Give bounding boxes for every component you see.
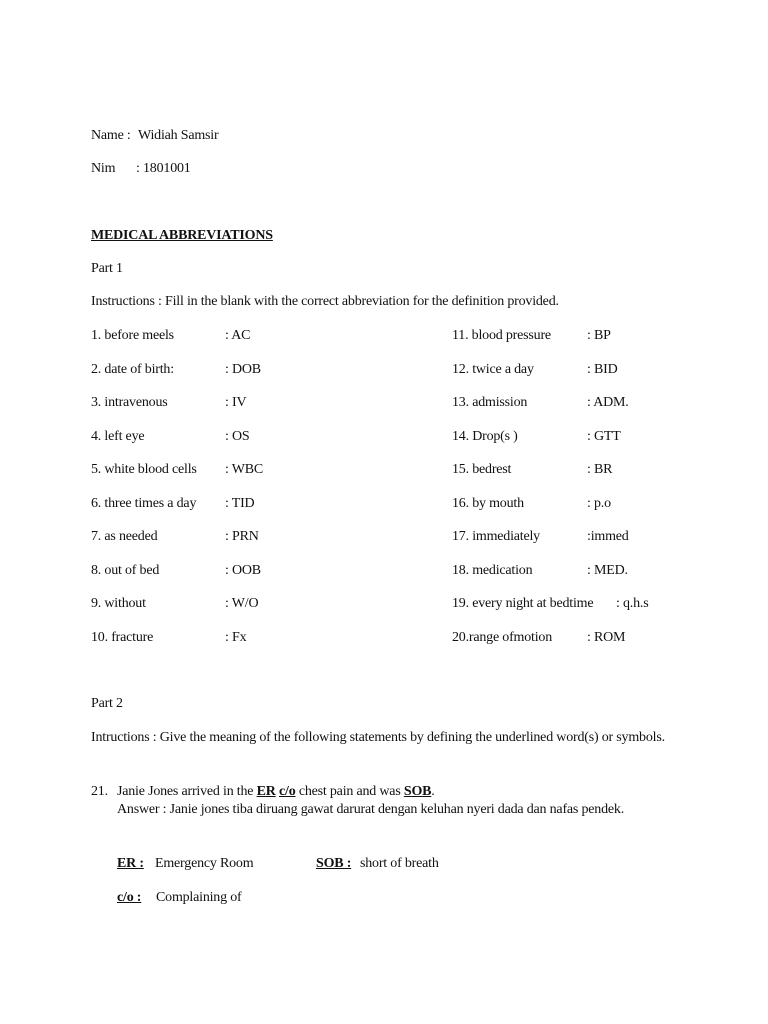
abbreviation-term: 19. every night at bedtime: [452, 596, 594, 611]
abbreviation-answer: : GTT: [587, 428, 621, 444]
co-definition-text: Complaining of: [156, 890, 242, 905]
abbreviation-answer: : AC: [225, 328, 251, 343]
abbreviation-answer: : MED.: [587, 562, 628, 578]
part2-label: Part 2: [91, 696, 123, 711]
abbreviation-term: 16. by mouth: [452, 495, 524, 511]
abbreviation-term: 5. white blood cells: [91, 462, 197, 477]
abbreviation-term: 9. without: [91, 596, 146, 611]
question-21: [117, 782, 435, 802]
abbreviation-answer: : TID: [225, 495, 255, 511]
abbreviation-term: 1. before meels: [91, 328, 174, 343]
question-21-answer: Answer : Janie jones tiba diruang gawat darurat dengan keluhan nyeri dada dan nafas pendek.: [117, 802, 624, 817]
abbreviation-answer: : ROM: [587, 629, 626, 645]
abbreviation-answer: : Fx: [225, 629, 247, 645]
abbreviation-answer: : WBC: [225, 462, 264, 477]
part1-instructions: Instructions : Fill in the blank with the correct abbreviation for the definition provided.: [91, 294, 559, 309]
question-21-mid: chest pain and was: [295, 784, 404, 799]
er-definition-text: Emergency Room: [155, 856, 254, 871]
abbreviation-answer: : BP: [587, 328, 611, 343]
abbreviation-term: 11. blood pressure: [452, 328, 551, 343]
abbreviation-term: 2. date of birth:: [91, 361, 174, 377]
abbreviation-answer: : ADM.: [587, 395, 629, 410]
question-21-er: ER: [256, 784, 276, 799]
abbreviation-term: 8. out of bed: [91, 562, 160, 578]
abbreviation-term: 15. bedrest: [452, 462, 512, 477]
question-21-end: .: [431, 784, 435, 799]
abbreviation-answer: : W/O: [225, 596, 259, 611]
question-21-sob: SOB: [403, 784, 432, 799]
question-21-co: c/o: [279, 784, 296, 799]
nim-label: Nim: [91, 161, 116, 176]
abbreviation-term: 20.range ofmotion: [452, 629, 553, 645]
co-definition-label: c/o :: [117, 890, 142, 905]
abbreviation-answer: : OOB: [225, 562, 261, 578]
part2-instructions: Intructions : Give the meaning of the following statements by defining the underlined word(s) or symbols.: [91, 730, 665, 745]
name-label: Name :: [91, 128, 131, 143]
sob-definition-text: short of breath: [360, 856, 439, 871]
abbreviation-term: 7. as needed: [91, 529, 158, 544]
nim-value: : 1801001: [136, 161, 191, 176]
abbreviation-term: 18. medication: [452, 562, 533, 578]
abbreviation-term: 10. fracture: [91, 629, 154, 645]
abbreviation-answer: : IV: [225, 395, 247, 410]
abbreviation-term: 17. immediately: [452, 529, 540, 544]
abbreviation-answer: : BID: [587, 361, 618, 377]
abbreviation-answer: : PRN: [225, 529, 259, 544]
page-title: MEDICAL ABBREVIATIONS: [91, 228, 273, 243]
sob-definition-label: SOB :: [316, 856, 352, 871]
abbreviation-answer: : p.o: [587, 495, 611, 511]
er-definition-label: ER :: [117, 856, 144, 871]
abbreviation-term: 13. admission: [452, 395, 528, 410]
abbreviation-answer: : BR: [587, 462, 613, 477]
abbreviation-term: 6. three times a day: [91, 495, 197, 511]
question-number: 21.: [91, 784, 108, 799]
abbreviation-term: 12. twice a day: [452, 361, 534, 377]
question-21-pre: Janie Jones arrived in the: [117, 784, 257, 799]
abbreviation-answer: :immed: [587, 529, 629, 544]
abbreviation-answer: : q.h.s: [616, 596, 649, 611]
abbreviation-answer: : DOB: [225, 361, 261, 377]
abbreviation-term: 3. intravenous: [91, 395, 168, 410]
part1-label: Part 1: [91, 261, 123, 276]
abbreviation-answer: : OS: [225, 428, 250, 444]
name-value: Widiah Samsir: [138, 128, 219, 143]
abbreviation-term: 4. left eye: [91, 428, 145, 444]
abbreviation-term: 14. Drop(s ): [452, 428, 518, 444]
